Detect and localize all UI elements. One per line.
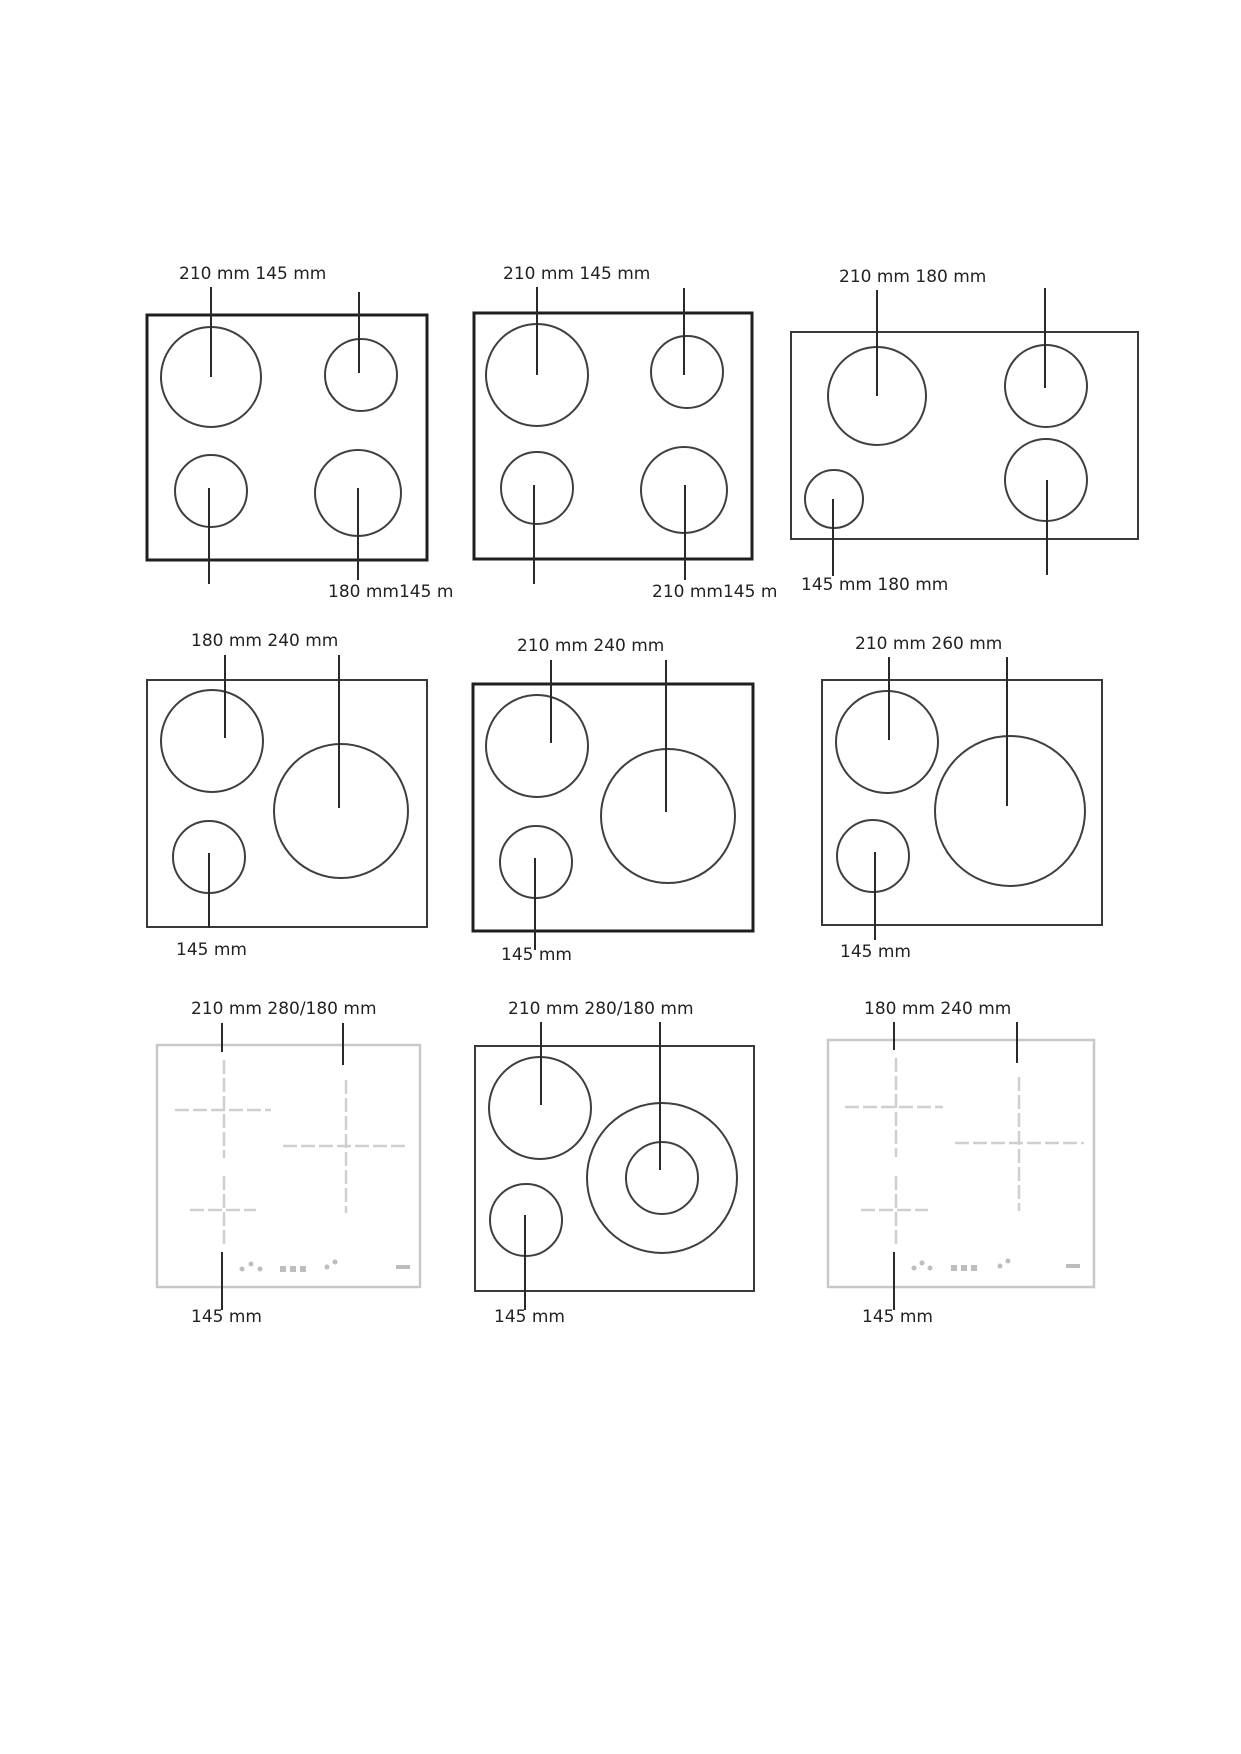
hob-outline [147, 315, 427, 560]
cooking-zone [161, 690, 263, 792]
size-label-bottom: 180 mm145 m [328, 582, 454, 602]
hob-diagram-3 [791, 267, 1138, 595]
hob-diagram-8 [475, 999, 754, 1327]
hob-diagram-9 [828, 999, 1094, 1327]
size-label-top: 210 mm 180 mm [839, 267, 987, 287]
size-label-bottom: 145 mm 180 mm [801, 575, 949, 595]
size-label-bottom: 145 mm [501, 945, 572, 965]
cooking-zone [274, 744, 408, 878]
size-label-bottom: 145 mm [191, 1307, 262, 1327]
size-label-bottom: 145 mm [176, 940, 247, 960]
cooking-zone [836, 691, 938, 793]
size-label-bottom: 145 mm [494, 1307, 565, 1327]
cooking-zone [651, 336, 723, 408]
hob-diagram-4 [147, 631, 427, 960]
hob-outline [791, 332, 1138, 539]
cooking-zone [601, 749, 735, 883]
hob-outline [473, 684, 753, 931]
hob-outline [828, 1040, 1094, 1287]
size-label-bottom: 145 mm [862, 1307, 933, 1327]
hob-diagram-6 [822, 634, 1102, 962]
cooking-zone [837, 820, 909, 892]
cooking-zone-outer [587, 1103, 737, 1253]
size-label-top: 180 mm 240 mm [864, 999, 1012, 1019]
size-label-top: 180 mm 240 mm [191, 631, 339, 651]
hob-diagram-7 [157, 999, 420, 1327]
size-label-top: 210 mm 240 mm [517, 636, 665, 656]
cooking-zone-inner [626, 1142, 698, 1214]
hob-diagram-5 [473, 636, 753, 965]
size-label-top: 210 mm 280/180 mm [508, 999, 694, 1019]
size-label-top: 210 mm 145 mm [503, 264, 651, 284]
control-panel [912, 1259, 1081, 1272]
hob-outline [822, 680, 1102, 925]
cooking-zone [501, 452, 573, 524]
hob-outline [147, 680, 427, 927]
hob-outline [474, 313, 752, 559]
size-label-top: 210 mm 280/180 mm [191, 999, 377, 1019]
size-label-top: 210 mm 145 mm [179, 264, 327, 284]
size-label-top: 210 mm 260 mm [855, 634, 1003, 654]
hob-diagram-1 [147, 264, 453, 602]
cooking-zone [935, 736, 1085, 886]
hob-diagram-2 [474, 264, 777, 602]
size-label-bottom: 210 mm145 m [652, 582, 778, 602]
cooking-zone [486, 695, 588, 797]
hob-outline [157, 1045, 420, 1287]
cooking-zone [175, 455, 247, 527]
control-panel [240, 1260, 411, 1273]
cooking-zone [325, 339, 397, 411]
size-label-bottom: 145 mm [840, 942, 911, 962]
